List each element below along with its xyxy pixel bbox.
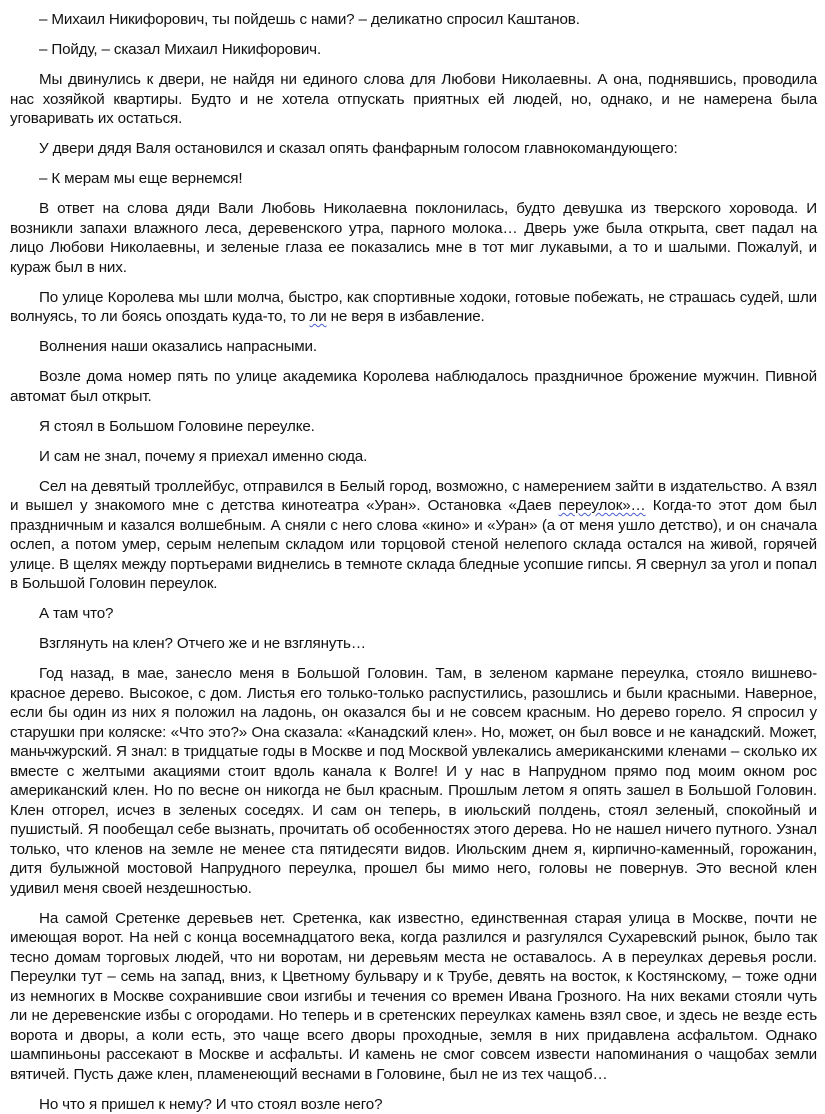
paragraph-text: не веря в избавление.	[327, 308, 485, 325]
dialog-line: – К мерам мы еще вернемся!	[10, 169, 817, 189]
dialog-line: – Михаил Никифорович, ты пойдешь с нами? – деликатно спросил Каштанов.	[10, 10, 817, 30]
paragraph-text: По улице Королева мы шли молча, быстро, как спортивные ходоки, готовые побежать, не страшась судей, шли волнуясь, то ли боясь опоздать куда-то, то	[10, 289, 817, 326]
paragraph: У двери дядя Валя остановился и сказал опять фанфарным голосом главнокомандующего:	[10, 139, 817, 159]
paragraph: В ответ на слова дяди Вали Любовь Николаевна поклонилась, будто девушка из тверского хоровода. И возникли запахи влажного леса, деревенского утра, парного молока… Дверь уже была открыта, свет падал на лицо Любови Николаевны, и зеленые глаза ее показались мне в тот миг лукавыми, а то и шалыми. Пожалуй, и кураж был в них.	[10, 199, 817, 277]
spellcheck-mark[interactable]: ли	[310, 308, 327, 325]
paragraph: Взглянуть на клен? Отчего же и не взглянуть…	[10, 634, 817, 654]
paragraph: На самой Сретенке деревьев нет. Сретенка, как известно, единственная старая улица в Москве, почти не имеющая ворот. На ней с конца восемнадцатого века, когда разлился и разгулялся Сухаревский рынок, было так тесно домам торговых людей, что ни воротам, ни деревьям места не оставалось. А в переулках деревья росли. Переулки тут – семь на запад, вниз, к Цветному бульвару и к Трубе, девять на восток, к Костянскому, – тоже одни из немногих в Москве сохранившие свои изгибы и течения со времен Ивана Грозного. На них веками стояли чуть ли не деревенские избы с огородами. Но теперь и в сретенских переулках камень взял свое, и здесь не везде есть ворота и дворы, а коли есть, это чаще всего дворы проходные, земля в них придавлена асфальтом. Однако шампиньоны рассекают в Москве и асфальты. И камень не смог совсем извести напоминания о чащобах земли вятичей. Пусть даже клен, пламенеющий веснами в Головине, был не из тех чащоб…	[10, 909, 817, 1085]
paragraph	[10, 477, 817, 594]
paragraph: А там что?	[10, 604, 817, 624]
paragraph: Но что я пришел к нему? И что стоял возле него?	[10, 1095, 817, 1114]
paragraph	[10, 288, 817, 327]
paragraph-text: Сел на девятый троллейбус, отправился в Белый город, возможно, с намерением зайти в издательство. А взял и вышел у знакомого мне с детства кинотеатра «Уран». Остановка «Даев	[10, 478, 817, 515]
paragraph: Год назад, в мае, занесло меня в Большой Головин. Там, в зеленом кармане переулка, стояло вишнево-красное дерево. Высокое, с дом. Листья его только-только распустились, разошлись и были красными. Наверное, если бы один из них я положил на ладонь, он оказался бы и не совсем красным. Но дерево горело. Я спросил у старушки при коляске: «Что это?» Она сказала: «Канадский клен». Но, может, он был вовсе и не канадский. Может, маньчжурский. Я знал: в тридцатые годы в Москве и под Москвой увлекались американскими кленами – сколько их вместе с желтыми акациями стоит вдоль канала к Волге! И у нас в Напрудном прямо под моим окном рос американский клен. Но по весне он никогда не был красным. Прошлым летом я опять зашел в Большой Головин. Клен отгорел, исчез в зеленых соседях. И сам он теперь, в июльский полдень, стоял зеленый, спокойный и пушистый. Я пообещал себе вызнать, прочитать об особенностях этого дерева. Но не нашел ничего путного. Узнал только, что кленов на земле не менее ста пятидесяти видов. Июльским днем я, кирпично-каменный, горожанин, дитя булыжной мостовой Напрудного переулка, прошел бы мимо него, головы не повернув. Это весной клен удивил меня своей нездешностью.	[10, 664, 817, 898]
paragraph: И сам не знал, почему я приехал именно сюда.	[10, 447, 817, 467]
paragraph-text: Когда-то этот дом был праздничным и казался волшебным. А сняли с него слова «кино» и «Уран» (а от меня ушло детство), и он сначала ослеп, а потом умер, серым нелепым складом или торцовой стеной нелепого склада остался на живой, горячей улице. В щелях между портьерами виднелись в темноте склада бледные усопшие гипсы. Я свернул за угол и попал в Большой Головин переулок.	[10, 497, 817, 592]
paragraph: Возле дома номер пять по улице академика Королева наблюдалось праздничное брожение мужчин. Пивной автомат был открыт.	[10, 367, 817, 406]
spellcheck-mark[interactable]: переулок»…	[559, 497, 646, 514]
paragraph: Волнения наши оказались напрасными.	[10, 337, 817, 357]
paragraph: Мы двинулись к двери, не найдя ни единого слова для Любови Николаевны. А она, поднявшись, проводила нас хозяйкой квартиры. Будто и не хотела отпускать приятных ей людей, но, однако, и не намерена была уговаривать их остаться.	[10, 70, 817, 129]
dialog-line: – Пойду, – сказал Михаил Никифорович.	[10, 40, 817, 60]
paragraph: Я стоял в Большом Головине переулке.	[10, 417, 817, 437]
